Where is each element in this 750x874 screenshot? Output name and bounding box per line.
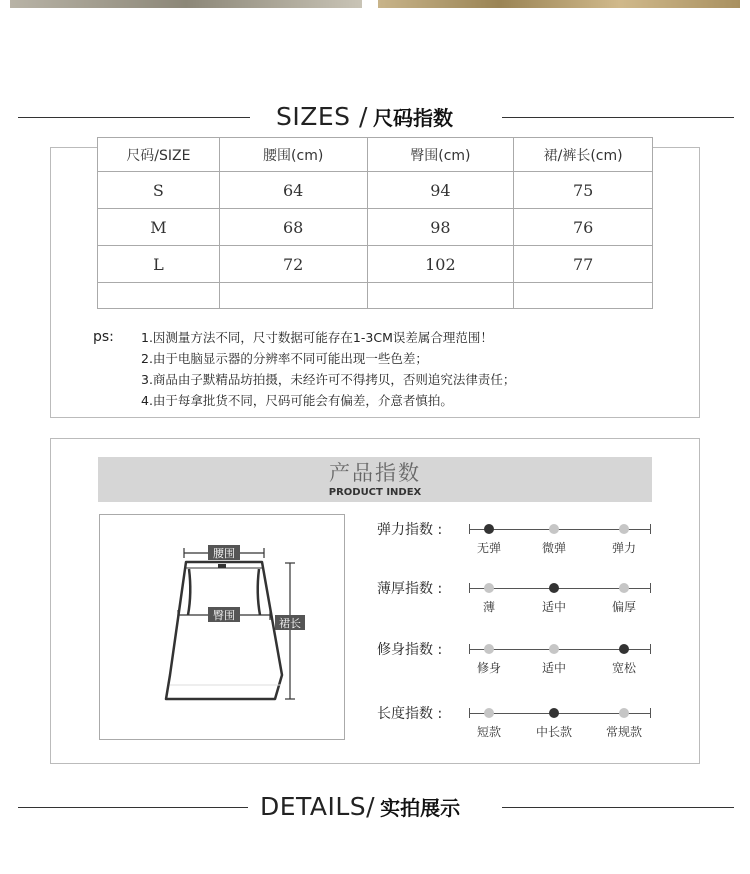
table-cell: 72 [219, 246, 367, 283]
top-photo-right [378, 0, 740, 8]
table-row [98, 209, 653, 246]
table-cell: S [98, 172, 220, 209]
table-cell: 64 [219, 172, 367, 209]
divider-line [502, 117, 734, 118]
column-header: 臀围(cm) [367, 138, 514, 172]
waist-label: 腰围 [213, 547, 235, 560]
index-scale-end [469, 583, 470, 593]
index-option-label: 适中 [541, 600, 566, 614]
index-scale-end [650, 708, 651, 718]
table-cell: 75 [514, 172, 653, 209]
table-cell [367, 283, 514, 309]
divider-line [18, 117, 250, 118]
product-index-subtitle: PRODUCT INDEX [328, 487, 422, 498]
index-dot-selected [484, 524, 494, 534]
index-row [377, 703, 657, 743]
index-option-label: 微弹 [541, 541, 566, 555]
size-table [97, 137, 653, 309]
index-scale-end [469, 644, 470, 654]
column-header: 裙/裤长(cm) [514, 138, 653, 172]
index-row-label: 长度指数 : [377, 706, 443, 722]
index-dot-selected [619, 644, 629, 654]
index-option-label: 无弹 [476, 541, 501, 555]
details-title: DETAILS/ 实拍展示 [260, 792, 461, 821]
notes-prefix: ps: [93, 329, 114, 345]
index-dot [549, 644, 559, 654]
table-row [98, 172, 653, 209]
index-scale-end [650, 524, 651, 534]
index-scale-end [469, 708, 470, 718]
size-notes [93, 327, 515, 411]
note-item: 2.由于电脑显示器的分辨率不同可能出现一些色差； [141, 351, 428, 366]
table-cell: 94 [367, 172, 514, 209]
index-option-label: 弹力 [611, 541, 636, 555]
sizes-title: SIZES / 尺码指数 [276, 102, 453, 131]
note-item: 3.商品由子默精品坊拍摄，未经许可不得拷贝，否则追究法律责任； [141, 372, 516, 387]
table-cell: 102 [367, 246, 514, 283]
index-dot [549, 524, 559, 534]
index-option-label: 常规款 [605, 725, 642, 739]
table-cell [514, 283, 653, 309]
note-item: 1.因测量方法不同，尺寸数据可能存在1-3CM误差属合理范围！ [141, 330, 493, 345]
hip-label: 臀围 [213, 609, 235, 622]
divider-line [18, 807, 248, 808]
index-row [377, 578, 657, 618]
index-option-label: 短款 [476, 725, 501, 739]
index-dot [484, 644, 494, 654]
column-header: 腰围(cm) [219, 138, 367, 172]
index-row-label: 薄厚指数 : [377, 581, 443, 597]
skirt-diagram [99, 514, 345, 740]
column-header: 尺码/SIZE [98, 138, 220, 172]
details-section-header [0, 787, 750, 827]
index-scale-end [650, 644, 651, 654]
sizes-section-header [0, 97, 750, 137]
index-row [377, 519, 657, 559]
length-label: 裙长 [279, 617, 301, 630]
index-option-label: 偏厚 [611, 600, 636, 614]
table-cell: 98 [367, 209, 514, 246]
table-cell [219, 283, 367, 309]
index-option-label: 薄 [482, 600, 495, 614]
index-dot-selected [549, 583, 559, 593]
top-photo-left [10, 0, 362, 8]
table-row-empty [98, 283, 653, 309]
skirt-illustration [100, 515, 344, 739]
index-dot [484, 583, 494, 593]
index-option-label: 宽松 [611, 661, 636, 675]
divider-line [502, 807, 734, 808]
index-row-label: 修身指数 : [377, 642, 443, 658]
table-cell: 77 [514, 246, 653, 283]
index-dot-selected [549, 708, 559, 718]
index-dot [619, 708, 629, 718]
index-scale-end [650, 583, 651, 593]
index-option-label: 修身 [476, 661, 501, 675]
index-dot [619, 524, 629, 534]
index-dot [484, 708, 494, 718]
index-option-label: 适中 [541, 661, 566, 675]
table-cell: M [98, 209, 220, 246]
index-dot [619, 583, 629, 593]
product-index-title: 产品指数 [329, 461, 421, 485]
table-cell: L [98, 246, 220, 283]
product-index-banner [98, 457, 652, 502]
table-row [98, 246, 653, 283]
index-option-label: 中长款 [535, 725, 572, 739]
note-item: 4.由于每拿批货不同，尺码可能会有偏差，介意者慎拍。 [141, 393, 453, 408]
index-row-label: 弹力指数 : [377, 522, 443, 538]
table-header-row [98, 138, 653, 172]
index-scale-end [469, 524, 470, 534]
index-row [377, 639, 657, 679]
notes-list [93, 327, 515, 411]
table-cell: 76 [514, 209, 653, 246]
table-cell: 68 [219, 209, 367, 246]
table-cell [98, 283, 220, 309]
